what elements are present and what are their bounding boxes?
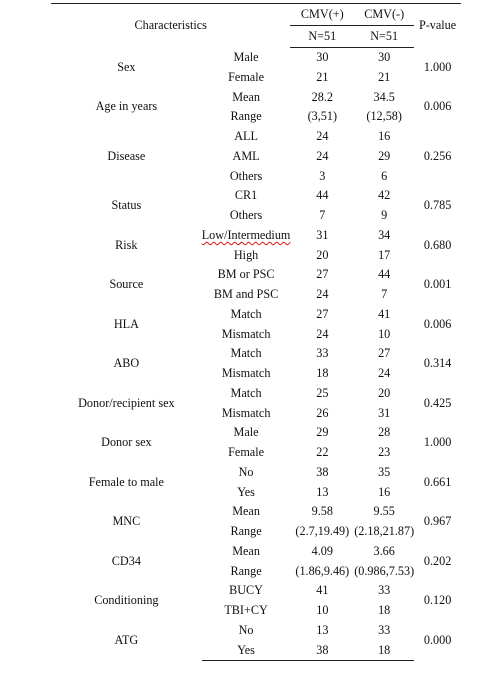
cmv-positive-value: 7 — [319, 208, 326, 222]
p-value: 1.000 — [423, 59, 452, 74]
sub-label: Mean — [232, 504, 260, 519]
p-value: 0.661 — [423, 474, 452, 489]
table-row — [51, 542, 461, 562]
sub-label: Mismatch — [221, 405, 271, 420]
cmv-positive-value: 44 — [316, 188, 329, 203]
p-value: 0.000 — [423, 632, 452, 647]
characteristic-name: Risk — [115, 237, 138, 252]
header-p-value: P-value — [414, 4, 461, 48]
cmv-positive-value: 3 — [319, 168, 326, 183]
cmv-negative-value: 33 — [378, 583, 391, 598]
cmv-negative-value: 28 — [378, 425, 391, 440]
cmv-negative-value: 35 — [378, 464, 391, 479]
cmv-negative-value: 7 — [381, 287, 388, 301]
sub-label: Yes — [202, 641, 291, 661]
characteristic-name: HLA — [113, 316, 139, 331]
table-row — [51, 621, 461, 641]
cmv-positive-value: 38 — [290, 641, 354, 661]
p-value: 0.314 — [423, 356, 452, 371]
characteristic-name: CD34 — [111, 553, 141, 568]
sub-label: Range — [230, 524, 262, 538]
cmv-negative-value: 41 — [378, 306, 391, 321]
characteristic-name: Conditioning — [94, 593, 159, 608]
cmv-positive-value: 24 — [316, 326, 329, 341]
characteristic-name: Donor/recipient sex — [78, 395, 175, 410]
cmv-negative-value: 34 — [378, 227, 391, 242]
table-row — [51, 344, 461, 364]
cmv-negative-value: 9.55 — [373, 504, 395, 519]
table-row — [51, 423, 461, 443]
cmv-positive-value: 20 — [316, 247, 329, 262]
cmv-positive-value: (3,51) — [307, 109, 338, 124]
table-row — [51, 88, 461, 108]
sub-label: Others — [229, 168, 263, 183]
p-value: 0.202 — [423, 553, 452, 568]
table-row — [51, 581, 461, 601]
sub-label: Male — [233, 425, 259, 440]
cmv-negative-value: 6 — [381, 168, 388, 183]
p-value: 0.680 — [423, 237, 452, 252]
cmv-negative-value: 44 — [378, 267, 391, 282]
characteristic-name: MNC — [112, 514, 141, 529]
cmv-negative-value: 18 — [378, 603, 391, 617]
cmv-positive-value: 38 — [316, 464, 329, 479]
cmv-positive-value: 21 — [316, 69, 329, 84]
sub-label: BUCY — [229, 583, 263, 598]
p-value: 0.785 — [423, 198, 452, 213]
cmv-negative-value: 42 — [378, 188, 391, 203]
cmv-negative-value: 3.66 — [373, 543, 395, 558]
characteristic-name: ATG — [114, 632, 139, 647]
sub-label: Range — [230, 563, 262, 578]
cmv-positive-value: 24 — [316, 129, 329, 143]
table-row — [51, 265, 461, 285]
sub-label: Low/Intermedium — [201, 227, 291, 242]
sub-label: Yes — [237, 484, 255, 499]
cmv-positive-value: 27 — [316, 306, 329, 321]
characteristics-table — [51, 3, 461, 661]
characteristic-name: Female to male — [88, 474, 164, 489]
cmv-negative-value: 33 — [378, 622, 391, 637]
characteristic-name: ABO — [113, 356, 140, 371]
p-value: 0.256 — [423, 148, 452, 163]
sub-label: Match — [230, 306, 262, 321]
cmv-negative-value: 29 — [378, 148, 391, 163]
sub-label: Others — [229, 208, 263, 222]
cmv-negative-value: (12,58) — [366, 109, 402, 124]
cmv-negative-value: 30 — [378, 50, 391, 64]
table-row — [51, 502, 461, 522]
cmv-negative-value: 18 — [354, 641, 414, 661]
cmv-negative-value: 24 — [378, 366, 391, 380]
sub-label: Female — [228, 69, 264, 84]
cmv-positive-value: 13 — [316, 484, 329, 499]
cmv-positive-value: 31 — [316, 227, 329, 242]
sub-label: Mismatch — [221, 326, 271, 341]
sub-label: ALL — [234, 129, 258, 143]
cmv-positive-value: 27 — [316, 267, 329, 282]
sub-label: No — [238, 464, 254, 479]
table-row — [51, 226, 461, 246]
header-cmv-negative: CMV(-) — [354, 4, 414, 26]
cmv-negative-value: 27 — [378, 346, 391, 361]
sub-label: Female — [228, 445, 264, 459]
cmv-positive-value: 25 — [316, 385, 329, 400]
table-row — [51, 305, 461, 325]
p-value: 1.000 — [423, 435, 452, 450]
cmv-positive-value: 24 — [316, 287, 329, 301]
sub-label: Match — [230, 346, 262, 361]
cmv-negative-value: 16 — [378, 129, 391, 143]
sub-label: Match — [230, 385, 262, 400]
p-value: 0.120 — [423, 593, 452, 608]
sub-label: Male — [233, 49, 259, 64]
header-cmv-positive: CMV(+) — [290, 4, 354, 26]
cmv-negative-value: 34.5 — [373, 89, 395, 104]
header-characteristics: Characteristics — [51, 4, 290, 48]
cmv-positive-value: 13 — [316, 622, 329, 637]
table-row — [51, 127, 461, 147]
p-value: 0.967 — [423, 514, 452, 529]
characteristic-name: Status — [111, 198, 142, 213]
cmv-negative-value: (2.18,21.87) — [354, 524, 415, 538]
cmv-positive-value: 30 — [316, 50, 329, 64]
sub-label: Mismatch — [221, 366, 271, 380]
sub-label: BM or PSC — [217, 267, 275, 282]
table-row — [51, 186, 461, 206]
cmv-negative-value: 17 — [378, 247, 391, 262]
cmv-positive-value: 41 — [316, 583, 329, 598]
cmv-negative-value: 23 — [378, 445, 391, 459]
p-value: 0.006 — [423, 99, 452, 114]
table-body — [51, 48, 461, 661]
characteristic-name: Age in years — [95, 99, 158, 114]
p-value: 0.425 — [423, 395, 452, 410]
sub-label: BM and PSC — [213, 287, 279, 301]
p-value: 0.001 — [423, 277, 452, 292]
cmv-negative-value: 21 — [378, 69, 391, 84]
cmv-positive-value: 22 — [316, 445, 329, 459]
cmv-positive-value: 26 — [316, 405, 329, 420]
header-n-positive: N=51 — [290, 26, 354, 48]
p-value: 0.006 — [423, 316, 452, 331]
sub-label: Mean — [232, 543, 260, 558]
table-row — [51, 384, 461, 404]
cmv-negative-value: 16 — [378, 484, 391, 499]
characteristic-name: Donor sex — [101, 435, 152, 450]
sub-label: AML — [232, 148, 260, 163]
table-row — [51, 48, 461, 68]
table-header — [51, 4, 461, 48]
characteristic-name: Source — [109, 277, 144, 292]
cmv-negative-value: (0.986,7.53) — [354, 563, 415, 578]
cmv-negative-value: 10 — [378, 326, 391, 341]
cmv-positive-value: (2.7,19.49) — [295, 524, 350, 538]
cmv-positive-value: 9.58 — [311, 504, 333, 519]
sub-label: No — [238, 622, 254, 637]
cmv-positive-value: 29 — [316, 425, 329, 440]
cmv-negative-value: 31 — [378, 405, 391, 420]
header-n-negative: N=51 — [354, 26, 414, 48]
characteristic-name: Disease — [107, 148, 146, 163]
table-row — [51, 463, 461, 483]
cmv-positive-value: (1.86,9.46) — [295, 563, 350, 578]
sub-label: TBI+CY — [224, 603, 268, 617]
cmv-positive-value: 18 — [316, 366, 329, 380]
cmv-positive-value: 24 — [316, 148, 329, 163]
sub-label: Mean — [232, 89, 260, 104]
cmv-positive-value: 33 — [316, 346, 329, 361]
cmv-positive-value: 10 — [316, 603, 329, 617]
sub-label: CR1 — [234, 188, 258, 203]
cmv-positive-value: 28.2 — [311, 89, 333, 104]
characteristic-name: Sex — [117, 59, 136, 74]
sub-label: Range — [230, 109, 262, 124]
cmv-negative-value: 20 — [378, 385, 391, 400]
cmv-negative-value: 9 — [381, 208, 388, 222]
cmv-positive-value: 4.09 — [311, 543, 333, 558]
sub-label: High — [233, 247, 259, 262]
